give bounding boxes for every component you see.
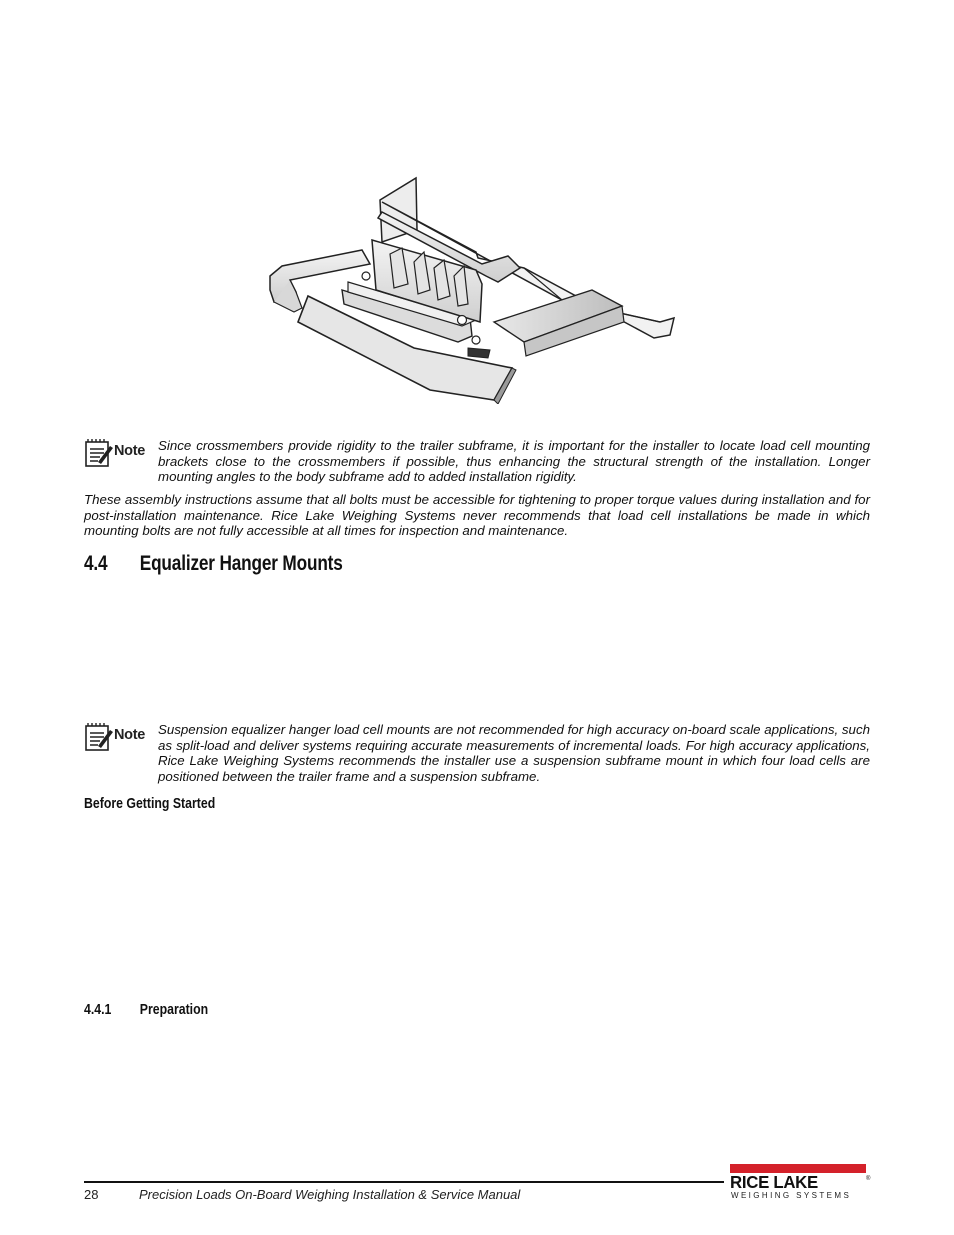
subheading: Before Getting Started — [84, 795, 216, 812]
note-block — [84, 438, 870, 485]
footer-rule — [84, 1181, 724, 1183]
logo-tagline: WEIGHING SYSTEMS — [731, 1191, 852, 1200]
notepad-pen-icon — [84, 438, 114, 468]
body-paragraph: These assembly instructions assume that all bolts must be accessible for tightening to proper torque values during installation and for post-installation maintenance. Rice Lake Weighing Systems never recommends that load cell installations be made in which mounting bolts are not fully accessible at all times for inspection and maintenance. — [84, 492, 870, 539]
subsection-number: 4.4.1 — [84, 1001, 112, 1018]
note-label: Note — [114, 727, 146, 743]
section-heading — [84, 552, 343, 576]
subsection-title: Preparation — [139, 1001, 209, 1018]
page-number: 28 — [84, 1187, 99, 1202]
section-title: Equalizer Hanger Mounts — [139, 552, 343, 575]
note-block — [84, 722, 870, 784]
rice-lake-logo — [730, 1164, 870, 1200]
logo-name: RICE LAKE — [730, 1172, 818, 1192]
section-number: 4.4 — [84, 552, 108, 575]
note-icon-group — [84, 438, 152, 468]
note-text: Since crossmembers provide rigidity to the trailer subframe, it is important for the installer to locate load cell mounting brackets close to the crossmembers if possible, thus enhancing the structural strength of the installation. Longer mounting angles to the body subframe add to added installation rigidity. — [158, 438, 870, 485]
subsection-heading — [84, 1001, 208, 1018]
note-label: Note — [114, 443, 146, 459]
notepad-pen-icon — [84, 722, 114, 752]
note-icon-group — [84, 722, 152, 752]
load-cell-mount-illustration — [262, 172, 682, 404]
note-text: Suspension equalizer hanger load cell mounts are not recommended for high accuracy on-board scale applications, such as split-load and deliver systems requiring accurate measurements of incremental loads. For high accuracy applications, Rice Lake Weighing Systems recommends the installer use a suspension subframe mount in which four load cells are positioned between the trailer frame and a suspension subframe. — [158, 722, 870, 784]
logo-registered-mark: ® — [866, 1176, 871, 1182]
footer-title: Precision Loads On-Board Weighing Installation & Service Manual — [139, 1187, 521, 1202]
